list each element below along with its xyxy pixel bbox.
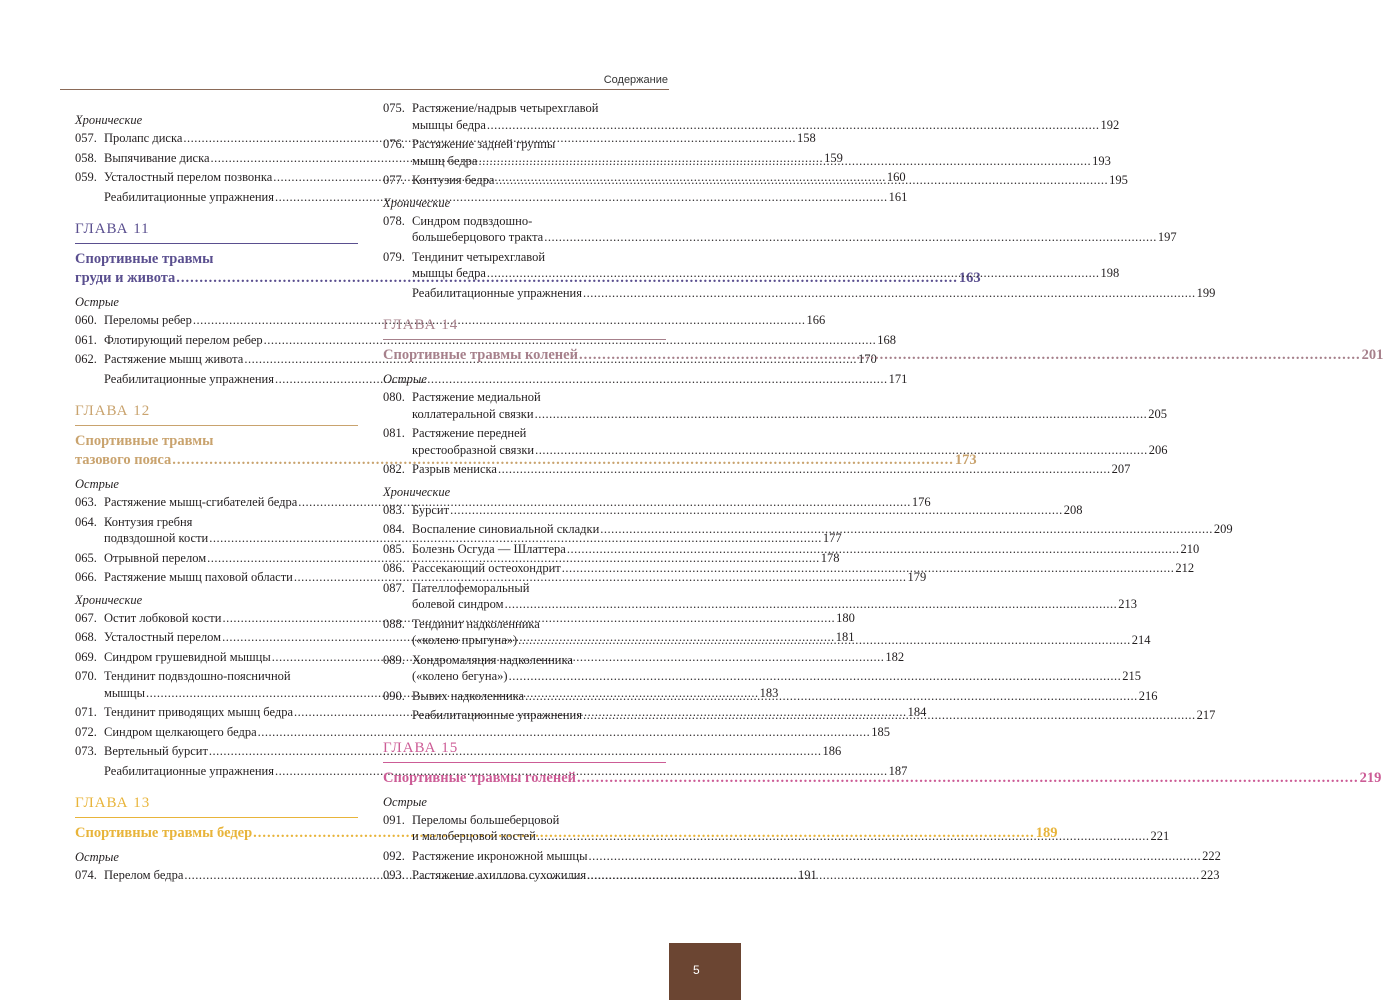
entry-title: Рассекающий остеохондрит xyxy=(412,561,561,575)
entry-title: Переломы ребер xyxy=(104,313,192,327)
entry-number: 093. xyxy=(383,868,405,882)
entry-number: 069. xyxy=(75,649,97,664)
entry-page: 180 xyxy=(836,610,855,625)
entry-number: 072. xyxy=(75,724,97,739)
entry-page: 178 xyxy=(820,550,840,565)
entry-title: коллатеральной связки xyxy=(412,406,534,421)
entry-page: 210 xyxy=(1180,541,1200,556)
entry-title: Растяжение передней xyxy=(412,426,527,440)
entry-title: Переломы большеберцовой xyxy=(412,812,560,827)
page-number-box xyxy=(669,943,741,1000)
entry-title: Растяжение икроножной мышцы xyxy=(412,848,588,863)
header-rule xyxy=(60,89,669,90)
entry-page: 170 xyxy=(857,352,877,366)
chapter-page: 189 xyxy=(1035,825,1058,841)
category-label: Хронические xyxy=(75,113,143,127)
entry-title: большеберцового тракта xyxy=(412,230,544,244)
entry-title: Болезнь Осгуда — Шлаттера xyxy=(412,541,566,556)
entry-page: 159 xyxy=(824,150,843,165)
entry-page: 213 xyxy=(1118,597,1137,611)
entry-number: 080. xyxy=(383,390,405,404)
dot-leader xyxy=(479,153,1092,170)
entry-page: 212 xyxy=(1175,561,1195,575)
chapter-title-line: Спортивные травмы xyxy=(75,433,214,449)
entry-page: 199 xyxy=(1196,285,1216,300)
dot-leader xyxy=(509,668,1122,685)
chapter-label: ГЛАВА 13 xyxy=(75,795,151,811)
dot-leader xyxy=(505,596,1118,613)
entry-page: 160 xyxy=(886,170,906,184)
entry-title: Синдром щелкающего бедра xyxy=(104,724,257,739)
entry-title: Контузия гребня xyxy=(104,514,193,529)
chapter-rule xyxy=(75,243,358,244)
entry-title: Растяжение мышц живота xyxy=(104,352,244,366)
entry-number: 073. xyxy=(75,744,97,758)
toc-entry[interactable] xyxy=(383,580,1137,613)
chapter-title-line: Спортивные травмы коленей xyxy=(383,347,578,363)
entry-number: 063. xyxy=(75,495,97,509)
chapter-rule xyxy=(75,425,358,426)
entry-title: Реабилитационные упражнения xyxy=(104,763,274,778)
entry-number: 074. xyxy=(75,868,97,882)
entry-title: Тендинит четырехглавой xyxy=(412,249,546,264)
entry-title: Усталостный перелом позвонка xyxy=(104,170,273,184)
entry-page: 198 xyxy=(1100,266,1120,280)
entry-page: 187 xyxy=(888,763,908,778)
entry-page: 197 xyxy=(1157,230,1177,244)
entry-page: 207 xyxy=(1111,462,1131,476)
category-label: Хронические xyxy=(383,484,451,499)
page-number: 5 xyxy=(693,963,700,977)
category-label: Хронические xyxy=(75,592,143,607)
chapter-rule xyxy=(383,339,666,340)
entry-page: 205 xyxy=(1148,406,1167,421)
entry-number: 082. xyxy=(383,462,405,476)
chapter-title-line: Спортивные травмы бедер xyxy=(75,825,253,841)
dot-leader xyxy=(583,707,1196,724)
toc-entry[interactable] xyxy=(383,213,1177,246)
entry-page: 177 xyxy=(822,531,842,545)
entry-title: Растяжение/надрыв четырехглавой xyxy=(412,101,599,115)
entry-page: 191 xyxy=(798,868,817,882)
category-label: Острые xyxy=(75,850,119,864)
dot-leader xyxy=(535,406,1148,423)
entry-title: Выпячивание диска xyxy=(104,150,210,165)
dot-leader xyxy=(487,265,1100,282)
dot-leader xyxy=(487,117,1100,134)
entry-number: 064. xyxy=(75,514,97,529)
entry-number: 090. xyxy=(383,688,405,703)
entry-number: 071. xyxy=(75,705,97,719)
entry-title: Синдром подвздошно- xyxy=(412,213,533,228)
entry-page: 168 xyxy=(877,332,897,347)
toc-entry[interactable] xyxy=(383,285,1216,302)
chapter-title-line: Спортивные травмы xyxy=(75,251,214,267)
entry-title: Усталостный перелом xyxy=(104,630,222,644)
entry-title: Воспаление синовиальной складки xyxy=(412,522,600,536)
entry-title: Вертельный бурсит xyxy=(104,744,208,758)
entry-number: 075. xyxy=(383,101,405,115)
chapter-rule xyxy=(383,762,666,763)
category-label: Острые xyxy=(383,372,427,386)
dot-leader xyxy=(518,632,1131,649)
chapter-label: ГЛАВА 15 xyxy=(383,739,459,756)
entry-page: 192 xyxy=(1100,117,1120,132)
toc-entry[interactable] xyxy=(75,550,840,567)
entry-number: 062. xyxy=(75,352,97,366)
entry-page: 209 xyxy=(1213,522,1233,536)
dot-leader xyxy=(588,848,1201,865)
toc-entry[interactable] xyxy=(75,724,891,741)
entry-number: 092. xyxy=(383,848,405,863)
dot-leader xyxy=(562,560,1175,577)
entry-number: 057. xyxy=(75,131,97,145)
entry-title: Растяжение ахиллова сухожилия xyxy=(412,868,587,882)
entry-title: Остит лобковой кости xyxy=(104,610,222,625)
chapter-label: ГЛАВА 14 xyxy=(383,317,459,333)
entry-title: Тендинит надколенника xyxy=(412,616,540,631)
entry-page: 217 xyxy=(1196,708,1216,722)
entry-title: Вывих надколенника xyxy=(412,688,525,703)
dot-leader xyxy=(567,541,1180,558)
entry-page: 215 xyxy=(1122,669,1141,683)
entry-number: 086. xyxy=(383,561,405,575)
entry-title: мышцы бедра xyxy=(412,117,486,132)
entry-title: мышцы бедра xyxy=(412,266,486,280)
entry-title: («колено прыгуна») xyxy=(412,633,518,647)
entry-title: мышцы xyxy=(104,685,146,700)
dot-leader xyxy=(450,502,1063,519)
entry-title: Контузия бедра xyxy=(412,173,495,187)
entry-page: 183 xyxy=(759,685,779,700)
chapter-title-line: тазового пояса xyxy=(75,452,172,468)
entry-number: 058. xyxy=(75,150,97,165)
category-label: Острые xyxy=(75,477,119,491)
entry-number: 077. xyxy=(383,173,405,187)
entry-page: 158 xyxy=(797,131,816,145)
entry-page: 185 xyxy=(871,724,891,739)
entry-page: 179 xyxy=(907,570,927,584)
dot-leader xyxy=(583,285,1196,302)
dot-leader xyxy=(535,442,1148,459)
entry-page: 193 xyxy=(1092,153,1111,168)
entry-title: Тендинит подвздошно-поясничной xyxy=(104,669,291,683)
dot-leader xyxy=(537,828,1150,845)
category-label: Хронические xyxy=(383,195,451,210)
entry-number: 068. xyxy=(75,630,97,644)
entry-title: мышц бедра xyxy=(412,153,478,168)
dot-leader xyxy=(498,461,1111,478)
entry-number: 079. xyxy=(383,249,405,264)
dot-leader xyxy=(577,769,1359,788)
entry-number: 076. xyxy=(383,137,405,151)
entry-number: 089. xyxy=(383,652,405,667)
entry-page: 221 xyxy=(1150,829,1170,843)
entry-number: 088. xyxy=(383,616,405,631)
entry-page: 222 xyxy=(1202,848,1221,863)
entry-number: 070. xyxy=(75,669,97,683)
entry-title: подвздошной кости xyxy=(104,531,209,545)
entry-title: Пателлофеморальный xyxy=(412,580,530,595)
entry-number: 059. xyxy=(75,170,97,184)
entry-number: 081. xyxy=(383,426,405,440)
entry-title: Растяжение медиальной xyxy=(412,390,541,404)
entry-page: 161 xyxy=(888,189,908,204)
chapter-page: 201 xyxy=(1361,347,1383,363)
entry-title: Реабилитационные упражнения xyxy=(104,371,274,386)
entry-page: 206 xyxy=(1148,442,1168,457)
entry-title: Растяжение мышц паховой области xyxy=(104,570,293,584)
chapter-page: 219 xyxy=(1359,769,1382,786)
entry-title: Разрыв мениска xyxy=(412,462,497,476)
entry-title: Тендинит приводящих мышц бедра xyxy=(104,705,294,719)
toc-entry[interactable] xyxy=(383,848,1221,865)
entry-title: Пролапс диска xyxy=(104,131,183,145)
entry-number: 087. xyxy=(383,580,405,595)
entry-number: 067. xyxy=(75,610,97,625)
entry-number: 066. xyxy=(75,570,97,584)
entry-title: крестообразной связки xyxy=(412,442,535,457)
chapter-label: ГЛАВА 11 xyxy=(75,221,150,237)
category-label: Острые xyxy=(75,295,119,309)
entry-page: 181 xyxy=(835,630,855,644)
entry-number: 091. xyxy=(383,812,405,827)
entry-title: Растяжение мышц-сгибателей бедра xyxy=(104,495,298,509)
entry-page: 182 xyxy=(885,649,905,664)
entry-number: 061. xyxy=(75,332,97,347)
entry-title: Реабилитационные упражнения xyxy=(104,189,274,204)
entry-page: 216 xyxy=(1138,688,1158,703)
entry-title: Синдром грушевидной мышцы xyxy=(104,649,271,664)
toc-entry[interactable] xyxy=(383,100,1120,133)
toc-entry[interactable] xyxy=(383,389,1167,422)
entry-title: («колено бегуна») xyxy=(412,669,508,683)
chapter-page: 173 xyxy=(954,452,977,468)
entry-title: Бурсит xyxy=(412,502,450,517)
dot-leader xyxy=(579,346,1361,365)
entry-page: 208 xyxy=(1063,502,1083,517)
toc-entry[interactable] xyxy=(383,461,1131,478)
chapter-rule xyxy=(75,817,358,818)
entry-number: 065. xyxy=(75,550,97,565)
toc-entry[interactable] xyxy=(383,425,1168,458)
entry-title: болевой синдром xyxy=(412,597,504,611)
entry-page: 166 xyxy=(806,313,826,327)
entry-number: 078. xyxy=(383,213,405,228)
entry-title: Флотирующий перелом ребер xyxy=(104,332,263,347)
entry-page: 195 xyxy=(1109,173,1128,187)
entry-title: Растяжение задней группы xyxy=(412,137,556,151)
chapter-title-line: Спортивные травмы голеней xyxy=(383,769,577,786)
page-header-title: Содержание xyxy=(603,74,668,86)
entry-title: Отрывной перелом xyxy=(104,550,207,565)
entry-title: Реабилитационные упражнения xyxy=(412,285,582,300)
dot-leader xyxy=(600,521,1213,538)
entry-number: 085. xyxy=(383,541,405,556)
dot-leader xyxy=(544,229,1157,246)
entry-page: 184 xyxy=(907,705,927,719)
entry-number: 084. xyxy=(383,522,405,536)
entry-page: 214 xyxy=(1131,633,1151,647)
entry-page: 176 xyxy=(911,495,931,509)
entry-title: Хондромаляция надколенника xyxy=(412,652,573,667)
chapter-label: ГЛАВА 12 xyxy=(75,403,151,419)
entry-title: Реабилитационные упражнения xyxy=(412,708,582,722)
dot-leader xyxy=(495,172,1108,189)
entry-page: 186 xyxy=(822,744,842,758)
dot-leader xyxy=(525,688,1138,705)
entry-number: 060. xyxy=(75,313,97,327)
toc-entry[interactable] xyxy=(75,569,927,586)
category-label: Острые xyxy=(383,794,427,809)
entry-number: 083. xyxy=(383,502,405,517)
dot-leader xyxy=(587,867,1200,884)
toc-entry[interactable] xyxy=(75,332,897,349)
chapter-page: 163 xyxy=(958,270,981,286)
entry-page: 171 xyxy=(888,371,908,386)
entry-page: 223 xyxy=(1200,868,1220,882)
chapter-title-line: груди и живота xyxy=(75,270,176,286)
entry-title: и малоберцовой костей xyxy=(412,829,536,843)
entry-title: Перелом бедра xyxy=(104,868,184,882)
